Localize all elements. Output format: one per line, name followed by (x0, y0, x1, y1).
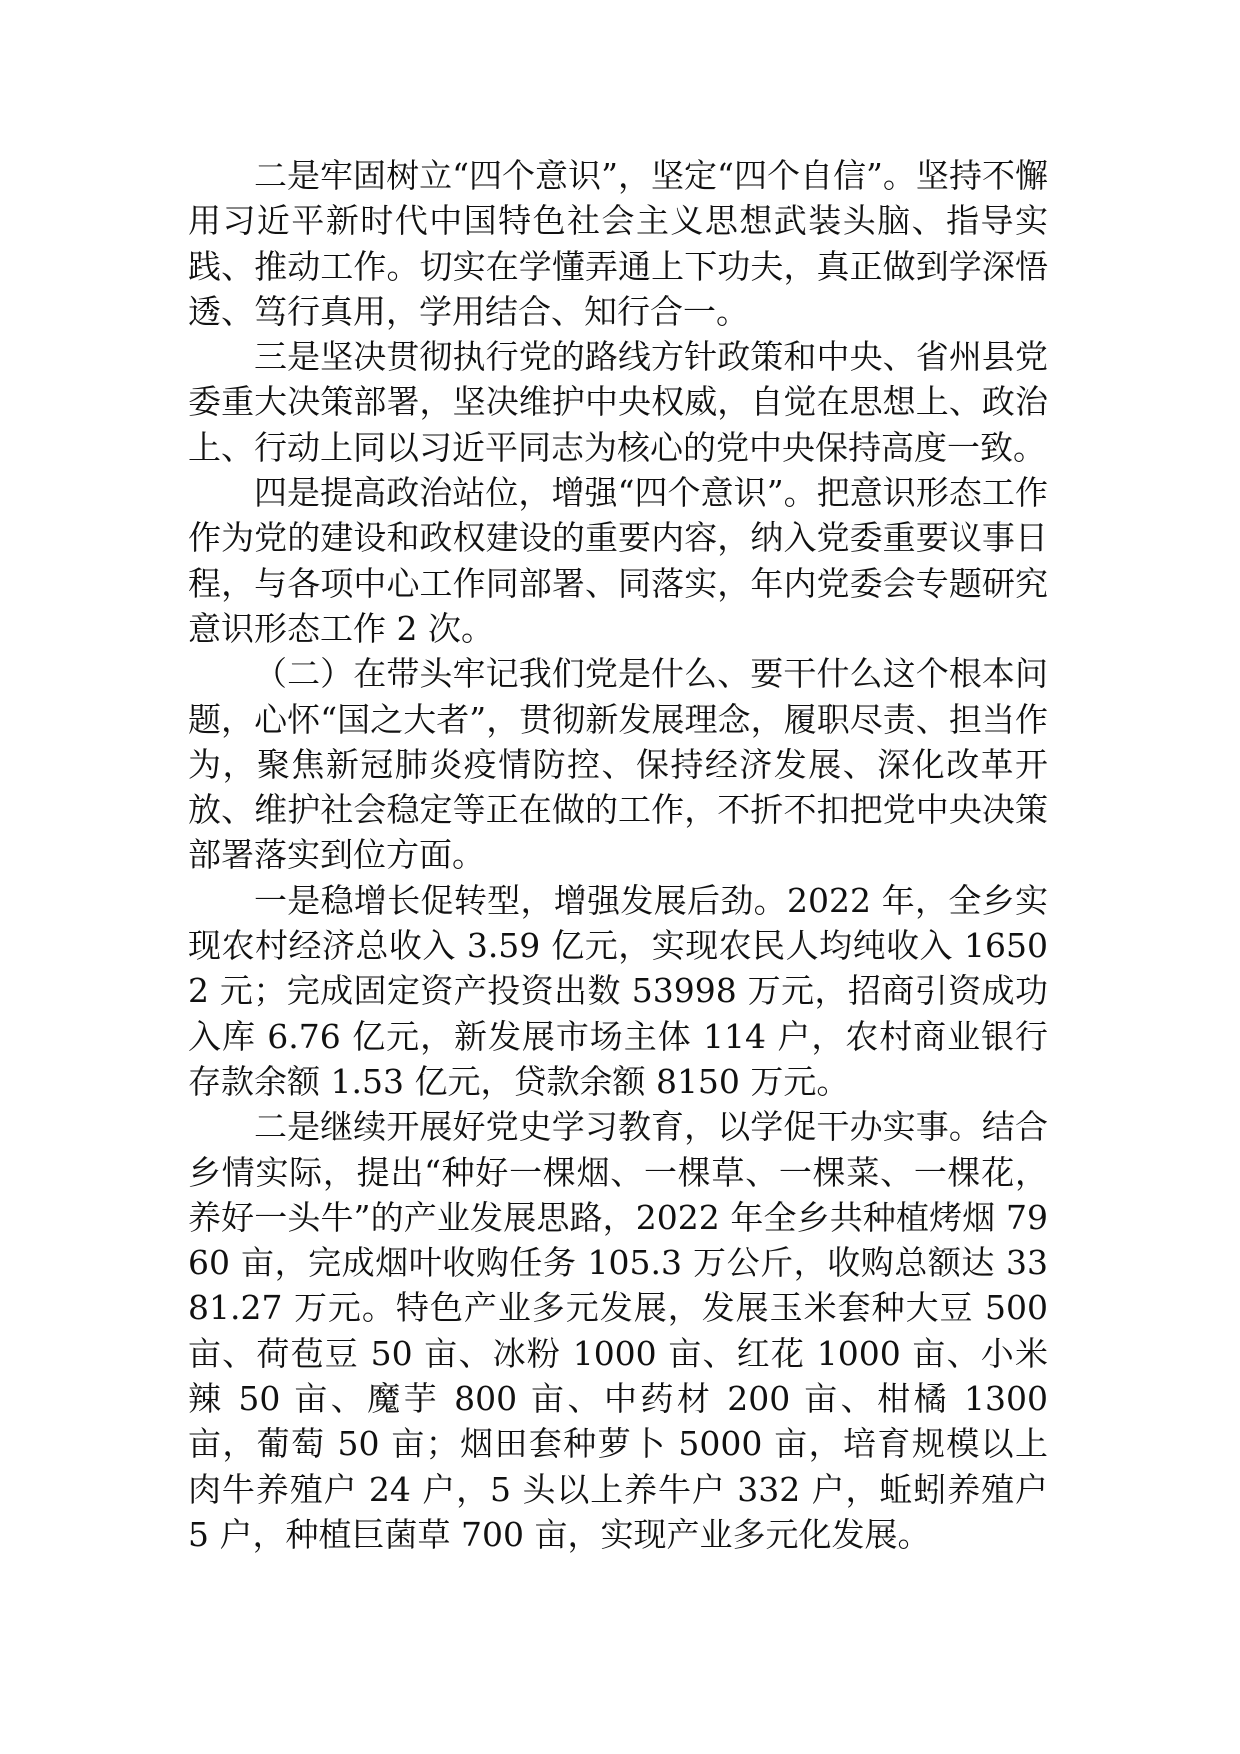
paragraph-3: 四是提高政治站位，增强“四个意识”。把意识形态工作作为党的建设和政权建设的重要内容，纳入党委重要议事日程，与各项中心工作同部署、同落实，年内党委会专题研究意识形态工作 2 次。 (188, 473, 1048, 648)
paragraph-4: （二）在带头牢记我们党是什么、要干什么这个根本问题，心怀“国之大者”，贯彻新发展理念，履职尽责、担当作为，聚焦新冠肺炎疫情防控、保持经济发展、深化改革开放、维护社会稳定等正在做的工作，不折不扣把党中央决策部署落实到位方面。 (188, 654, 1048, 875)
document-body (188, 153, 1048, 1557)
paragraph-5: 一是稳增长促转型，增强发展后劲。2022 年，全乡实现农村经济总收入 3.59 亿元，实现农民人均纯收入 16502 元；完成固定资产投资出数 53998 万元，招商引资成功入库 6.76 亿元，新发展市场主体 114 户，农村商业银行存款余额 1.53 亿元，贷款余额 8150 万元。 (188, 880, 1048, 1101)
paragraph-6: 二是继续开展好党史学习教育，以学促干办实事。结合乡情实际，提出“种好一棵烟、一棵草、一棵菜、一棵花，养好一头牛”的产业发展思路，2022 年全乡共种植烤烟 7960 亩，完成烟叶收购任务 105.3 万公斤，收购总额达 3381.27 万元。特色产业多元发展，发展玉米套种大豆 500 亩、荷苞豆 50 亩、冰粉 1000 亩、红花 1000 亩、小米辣 50 亩、魔芋 800 亩、中药材 200 亩、柑橘 1300 亩，葡萄 50 亩；烟田套种萝卜 5000 亩，培育规模以上肉牛养殖户 24 户，5 头以上养牛户 332 户，蚯蚓养殖户 5 户，种植巨菌草 700 亩，实现产业多元化发展。 (188, 1107, 1048, 1554)
paragraph-2: 三是坚决贯彻执行党的路线方针政策和中央、省州县党委重大决策部署，坚决维护中央权威，自觉在思想上、政治上、行动上同以习近平同志为核心的党中央保持高度一致。 (188, 337, 1048, 467)
paragraph-1: 二是牢固树立“四个意识”，坚定“四个自信”。坚持不懈用习近平新时代中国特色社会主义思想武装头脑、指导实践、推动工作。切实在学懂弄通上下功夫，真正做到学深悟透、笃行真用，学用结合、知行合一。 (188, 156, 1048, 331)
